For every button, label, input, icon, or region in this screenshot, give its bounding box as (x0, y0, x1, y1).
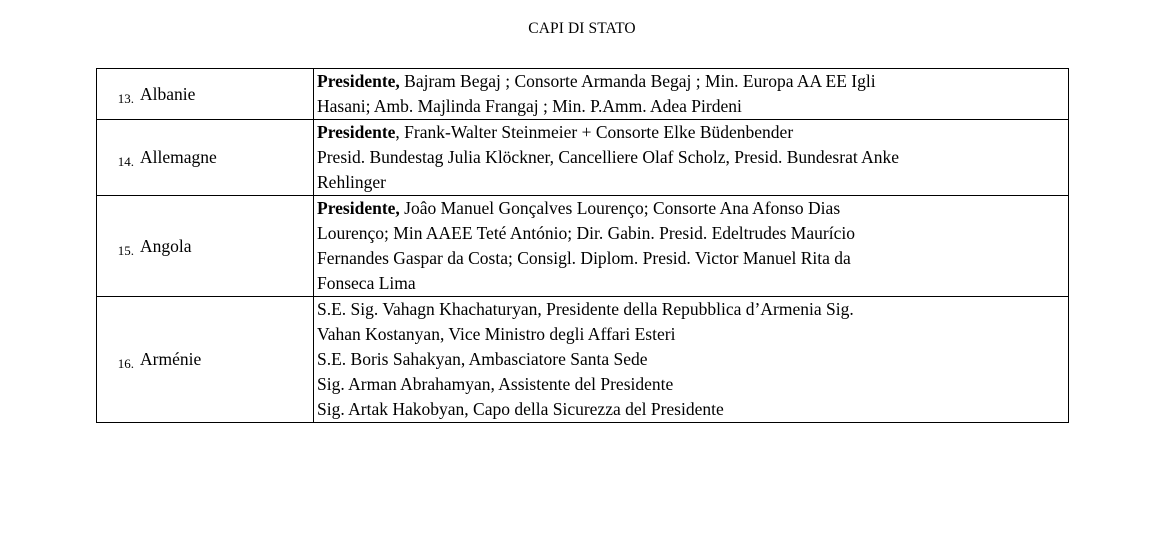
table-row (97, 120, 1069, 196)
table-row (97, 69, 1069, 120)
delegation-line: S.E. Sig. Vahagn Khachaturyan, Presidente della Repubblica d’Armenia Sig. (317, 299, 854, 319)
table-row (97, 297, 1069, 423)
delegation-line: Hasani; Amb. Majlinda Frangaj ; Min. P.Amm. Adea Pirdeni (317, 96, 742, 116)
delegation-line: Sig. Arman Abrahamyan, Assistente del Presidente (317, 374, 674, 394)
row-number: 16. (97, 297, 137, 423)
delegation-line: Fonseca Lima (317, 273, 416, 293)
delegation-line: Presidente, Bajram Begaj ; Consorte Armanda Begaj ; Min. Europa AA EE Igli (317, 71, 876, 91)
delegation-description (314, 196, 1069, 297)
country-name: Angola (136, 196, 314, 297)
delegation-line: Presid. Bundestag Julia Klöckner, Cancelliere Olaf Scholz, Presid. Bundesrat Anke (317, 147, 900, 167)
delegation-description (314, 120, 1069, 196)
country-name: Arménie (136, 297, 314, 423)
country-name: Albanie (136, 69, 314, 120)
delegation-line: Rehlinger (317, 172, 387, 192)
delegation-line: Fernandes Gaspar da Costa; Consigl. Diplom. Presid. Victor Manuel Rita da (317, 248, 851, 268)
delegation-description (314, 69, 1069, 120)
delegation-line: Presidente, Joâo Manuel Gonçalves Lourenço; Consorte Ana Afonso Dias (317, 198, 841, 218)
delegation-line: Presidente, Frank-Walter Steinmeier + Consorte Elke Büdenbender (317, 122, 794, 142)
delegation-line: Sig. Artak Hakobyan, Capo della Sicurezza del Presidente (317, 399, 724, 419)
page-title: CAPI DI STATO (528, 20, 636, 37)
delegation-line: Vahan Kostanyan, Vice Ministro degli Affari Esteri (317, 324, 676, 344)
delegation-description (314, 297, 1069, 423)
row-number: 14. (97, 120, 137, 196)
country-name: Allemagne (136, 120, 314, 196)
delegation-line: S.E. Boris Sahakyan, Ambasciatore Santa Sede (317, 349, 648, 369)
row-number: 15. (97, 196, 137, 297)
table-row (97, 196, 1069, 297)
heads-of-state-table (96, 68, 1069, 423)
delegation-line: Lourenço; Min AAEE Teté António; Dir. Gabin. Presid. Edeltrudes Maurício (317, 223, 855, 243)
row-number: 13. (97, 69, 137, 120)
